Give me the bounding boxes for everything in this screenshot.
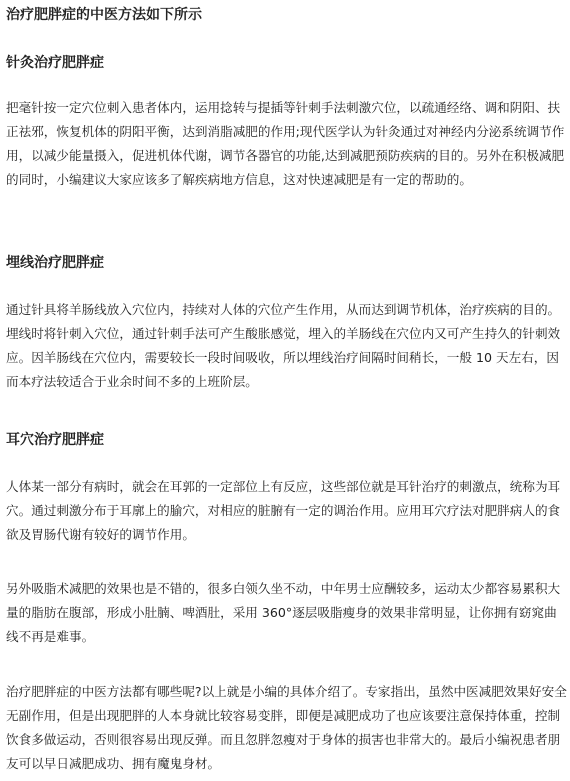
paragraph-catgut-embedding: 通过针具将羊肠线放入穴位内，持续对人体的穴位产生作用，从而达到调节机体，治疗疾病的目的。埋线时将针刺入穴位，通过针刺手法可产生酸胀感觉，埋入的羊肠线在穴位内又可产生持久的针刺效应。因羊肠线在穴位内，需要较长一段时间吸收，所以埋线治疗间隔时间稍长，一般 10 天左右，因而本疗法较适合于业余时间不多的上班阶层。 (6, 302, 561, 389)
section-heading-catgut-embedding: 埋线治疗肥胖症 (6, 255, 104, 271)
paragraph-acupuncture: 把毫针按一定穴位刺入患者体内，运用捻转与提插等针刺手法刺激穴位，以疏通经络、调和阴阳、扶正祛邪，恢复机体的阴阳平衡，达到消脂减肥的作用;现代医学认为针灸通过对神经内分泌系统调节作用，以减少能量摄入，促进机体代谢，调节各器官的功能,达到减肥预防疾病的目的。另外在积极减肥的同时，小编建议大家应该多了解疾病地方信息，这对快速减肥是有一定的帮助的。 (6, 100, 565, 187)
section-heading-auricular: 耳穴治疗肥胖症 (6, 432, 104, 448)
section-heading-acupuncture: 针灸治疗肥胖症 (6, 55, 104, 71)
paragraph-conclusion: 治疗肥胖症的中医方法都有哪些呢?以上就是小编的具体介绍了。专家指出，虽然中医减肥效果好安全无副作用，但是出现肥胖的人本身就比较容易变胖，即便是减肥成功了也应该要注意保持体重，控制饮食多做运动，否则很容易出现反弹。而且忽胖忽瘦对于身体的损害也非常大的。最后小编祝患者朋友可以早日减肥成功、拥有魔鬼身材。 (6, 684, 567, 771)
paragraph-liposuction: 另外吸脂术减肥的效果也是不错的，很多白领久坐不动，中年男士应酬较多，运动太少都容易累积大量的脂肪在腹部，形成小肚腩、啤酒肚，采用 360°逐层吸脂瘦身的效果非常明显，让你拥有窈窕曲线不再是难事。 (6, 581, 561, 644)
page-title: 治疗肥胖症的中医方法如下所示 (6, 7, 202, 23)
paragraph-auricular: 人体某一部分有病时，就会在耳郭的一定部位上有反应，这些部位就是耳针治疗的刺激点，统称为耳穴。通过刺激分布于耳廓上的腧穴，对相应的脏腑有一定的调治作用。应用耳穴疗法对肥胖病人的食欲及胃肠代谢有较好的调节作用。 (6, 479, 561, 542)
